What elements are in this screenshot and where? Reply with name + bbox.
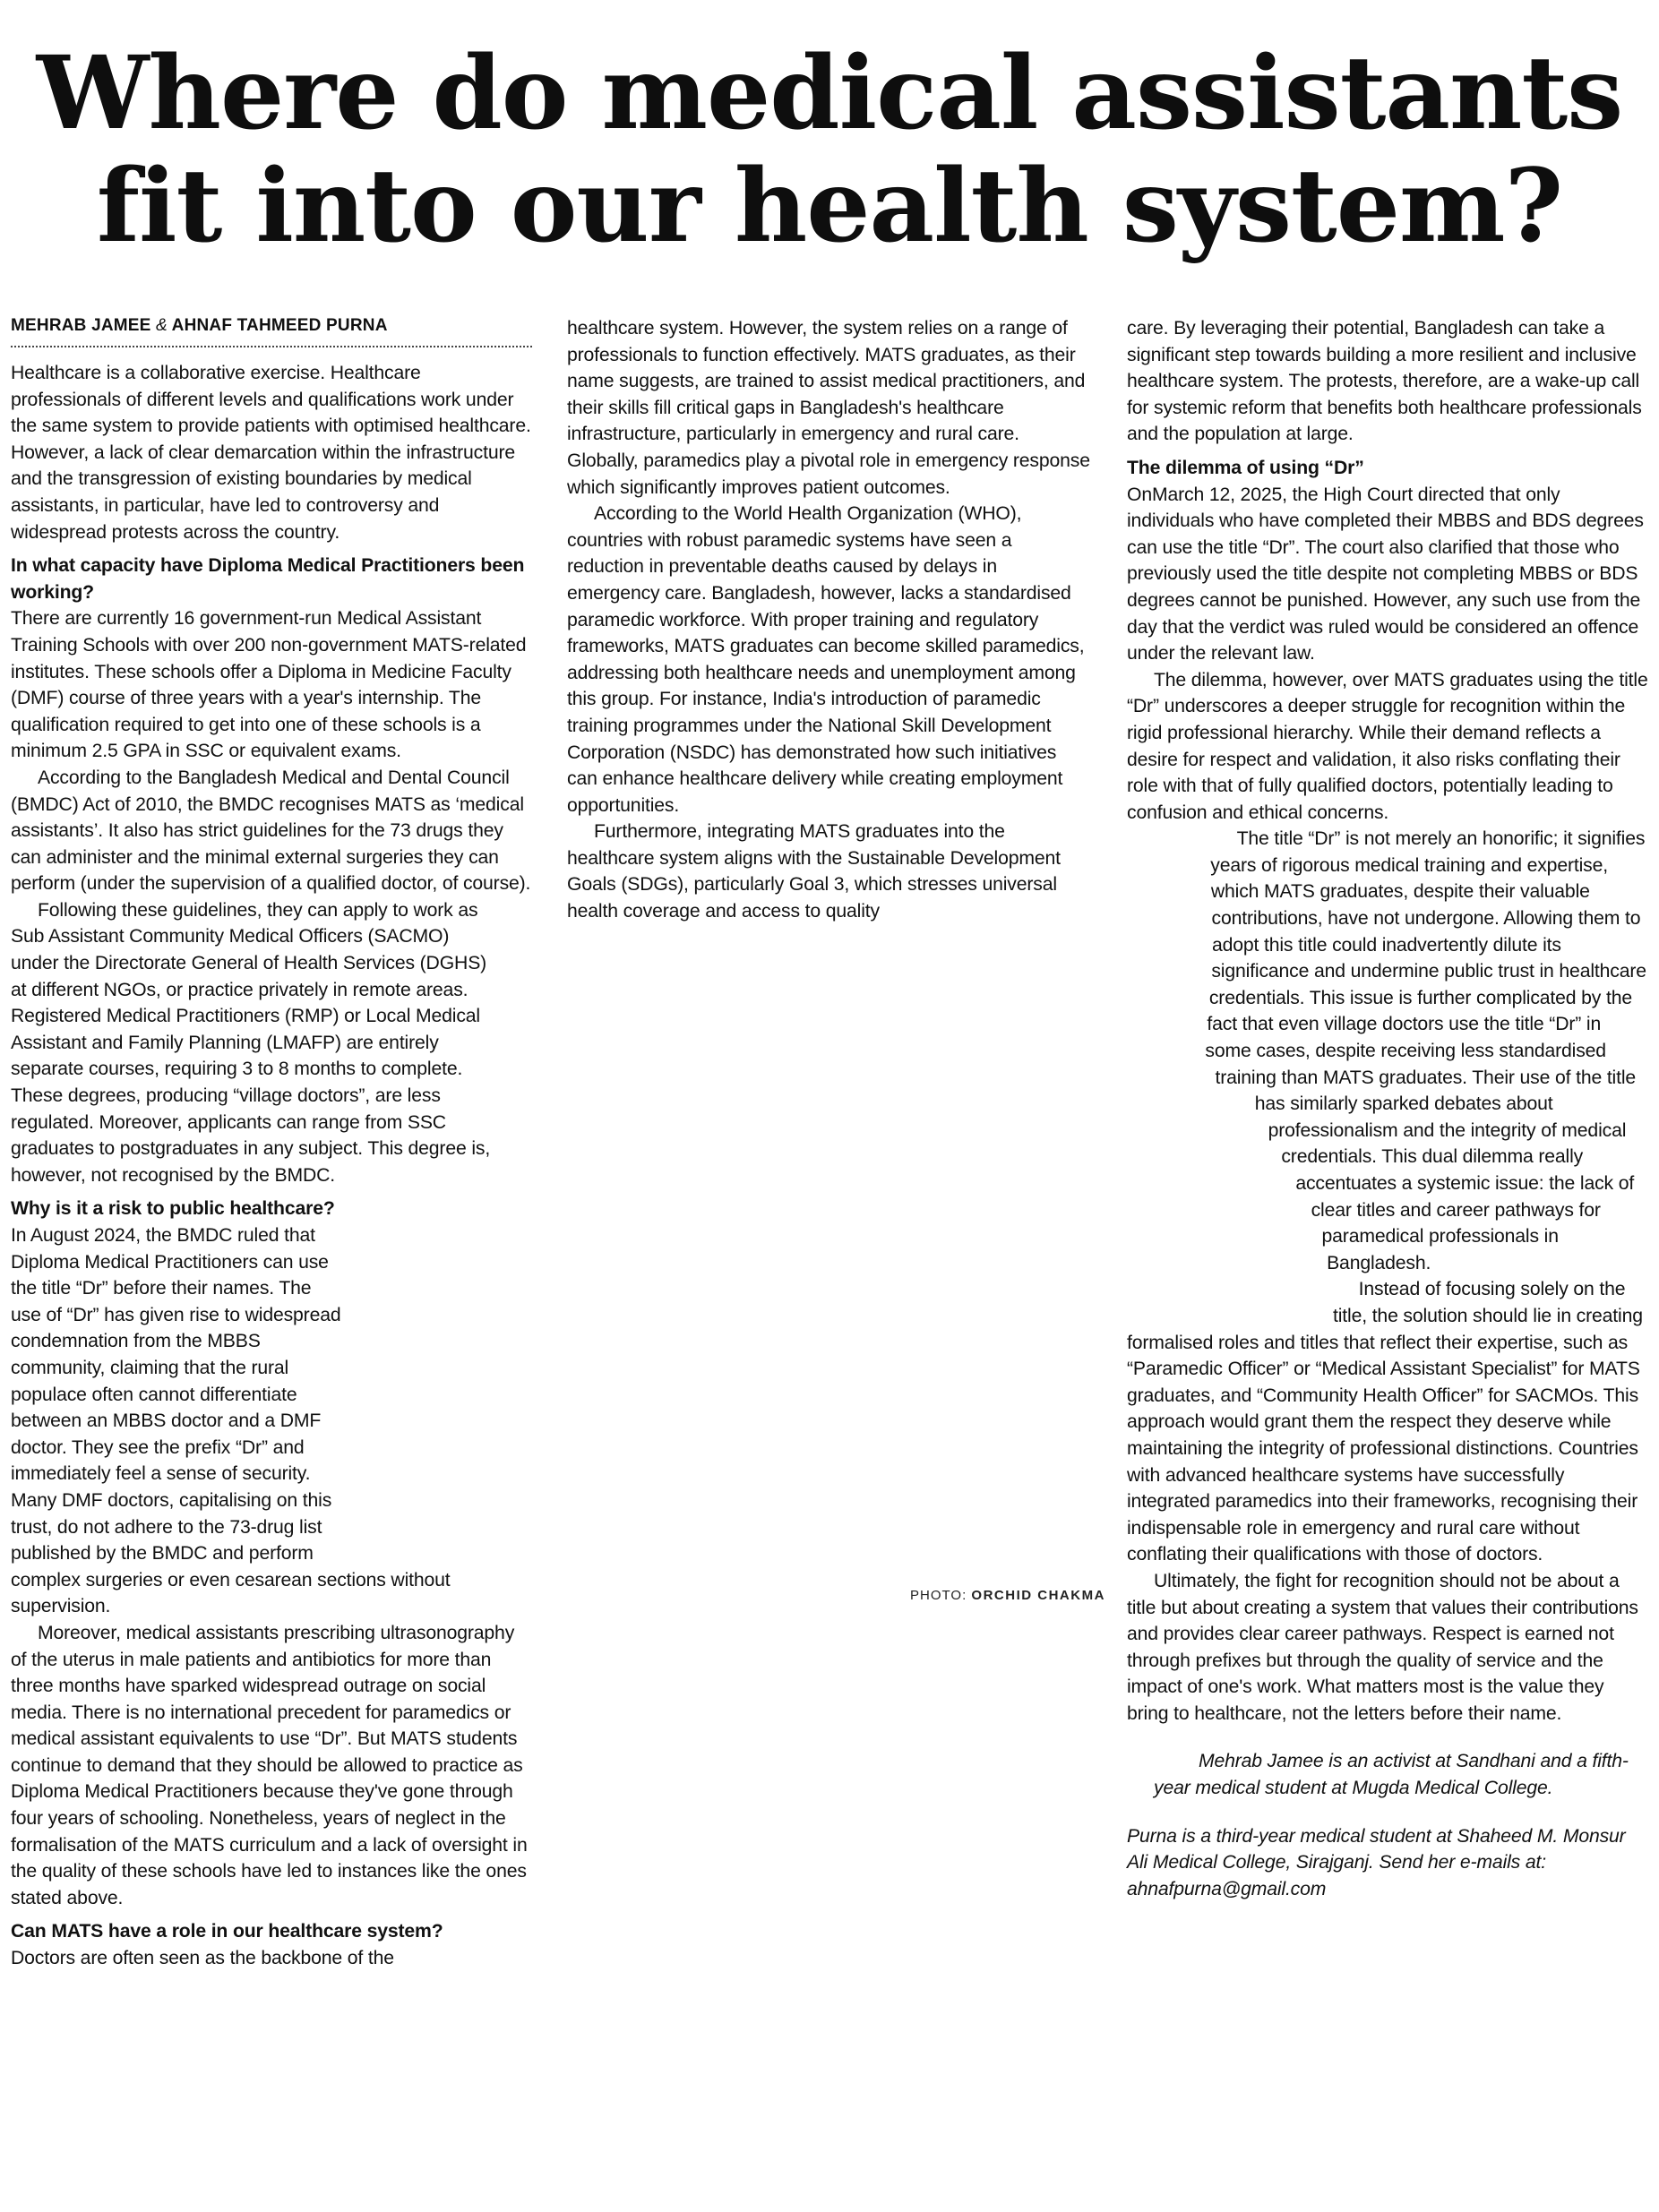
author-1: MEHRAB JAMEE bbox=[11, 316, 151, 335]
byline bbox=[11, 313, 532, 347]
photo-credit bbox=[910, 1588, 1105, 1603]
section-heading-4: The dilemma of using “Dr” bbox=[1127, 457, 1364, 478]
paragraph: OnMarch 12, 2025, the High Court directed that only individuals who have completed their MBBS and BDS degrees can use the title “Dr”. The court also clarified that those who previously used the title despite not completing MBBS or BDS degrees cannot be punished. However, any such use from the day that the verdict was ruled would be considered an offence under the relevant law. bbox=[1127, 484, 1644, 664]
paragraph: Instead of focusing solely on the title, the solution should lie in creating formalised roles and titles that reflect their expertise, such as “Paramedic Officer” or “Medical Assistant Specialist” for MATS graduates, and “Community Health Officer” for SACMOs. This approach would grant them the respect they deserve while maintaining the integrity of professional distinctions. Countries with advanced healthcare systems have successfully integrated paramedics into their frameworks, recognising their indispensable role in emergency and rural care without conflating their qualifications with those of doctors. bbox=[1127, 1279, 1643, 1565]
section-heading-2: Why is it a risk to public healthcare? bbox=[11, 1198, 335, 1220]
paragraph: The title “Dr” is not merely an honorific; it signifies years of rigorous medical training and expertise, which MATS graduates, despite their valuable contributions, have not undergone. Allowing them to adopt this title could inadvertently dilute its significance and undermine public trust in healthcare credentials. This issue is further complicated by the fact that even village doctors use the title “Dr” in some cases, despite receiving less standardised training than MATS graduates. Their use of the title has similarly sparked debates about professionalism and the integrity of medical credentials. This dual dilemma really accentuates a systemic issue: the lack of clear titles and career pathways for paramedical professionals in Bangladesh. bbox=[1205, 828, 1646, 1273]
paragraph: care. By leveraging their potential, Bangladesh can take a significant step towards building a more resilient and inclusive healthcare system. The protests, therefore, are a wake-up call for systemic reform that benefits both healthcare professionals and the population at large. bbox=[1127, 318, 1642, 445]
column-2 bbox=[567, 315, 1091, 925]
paragraph: Ultimately, the fight for recognition should not be about a title but about creating a system that values their contributions and provides clear career pathways. Respect is earned not through prefixes but through the quality of service and the impact of one's work. What matters most is the value they bring to healthcare, not the letters before their name. bbox=[1127, 1570, 1638, 1724]
paragraph: Furthermore, integrating MATS graduates into the healthcare system aligns with the Sustainable Development Goals (SDGs), particularly Goal 3, which stresses universal health coverage and access to quality bbox=[567, 821, 1061, 922]
author-tagline-2: Purna is a third-year medical student at Shaheed M. Monsur Ali Medical College, Sirajganj. Send her e-mails at: ahnafpurna@gmail.com bbox=[1127, 1825, 1626, 1899]
column-1 bbox=[11, 313, 532, 1972]
photo-wrap-space bbox=[344, 1222, 532, 1563]
paragraph: healthcare system. However, the system relies on a range of professionals to function effectively. MATS graduates, as their name suggests, are trained to assist medical practitioners, and their skills fill critical gaps in Bangladesh's healthcare infrastructure, particularly in emergency and rural care. Globally, paramedics play a pivotal role in emergency response which significantly improves patient outcomes. bbox=[567, 318, 1090, 498]
paragraph: According to the World Health Organization (WHO), countries with robust paramedic systems have seen a reduction in preventable deaths caused by delays in emergency care. Bangladesh, however, lacks a standardised paramedic workforce. With proper training and regulatory frameworks, MATS graduates can become skilled paramedics, addressing both healthcare needs and unemployment among this group. For instance, India's introduction of paramedic training programmes under the National Skill Development Corporation (NSDC) has demonstrated how such initiatives can enhance healthcare delivery while creating employment opportunities. bbox=[567, 503, 1085, 816]
paragraph: Doctors are often seen as the backbone of the bbox=[11, 1948, 394, 1969]
section-heading-1: In what capacity have Diploma Medical Practitioners been working? bbox=[11, 555, 525, 603]
paragraph: The dilemma, however, over MATS graduates using the title “Dr” underscores a deeper struggle for recognition within the rigid professional hierarchy. While their demand reflects a desire for respect and validation, it also risks conflating their role with that of fully qualified doctors, potentially leading to confusion and ethical concerns. bbox=[1127, 669, 1648, 823]
headline: Where do medical assistants fit into our health system? bbox=[36, 35, 1623, 265]
paragraph: Moreover, medical assistants prescribing ultrasonography of the uterus in male patients and antibiotics for more than three months have sparked widespread outrage on social media. There is no international precedent for paramedics or medical assistant equivalents to use “Dr”. But MATS students continue to demand that they should be allowed to practice as Diploma Medical Practitioners because they've gone through four years of schooling. Nonetheless, years of neglect in the formalisation of the MATS curriculum and a lack of oversight in the quality of these schools have led to instances like the ones stated above. bbox=[11, 1622, 528, 1908]
byline-ampersand: & bbox=[156, 316, 168, 335]
paragraph: Following these guidelines, they can apply to work as Sub Assistant Community Medical Officers (SACMO) under the Directorate General of Health Services (DGHS) at different NGOs, or practice privately in remote areas. Registered Medical Practitioners (RMP) or Local Medical Assistant and Family Planning (LMAFP) are entirely separate courses, requiring 3 to 8 months to complete. These degrees, producing “village doctors”, are less regulated. Moreover, applicants can range from SSC graduates to postgraduates in any subject. This degree is, however, not recognised by the BMDC. bbox=[11, 899, 491, 1186]
section-heading-3: Can MATS have a role in our healthcare system? bbox=[11, 1921, 443, 1942]
author-tagline-1: Mehrab Jamee is an activist at Sandhani and a fifth-year medical student at Mugda Medical College. bbox=[1154, 1751, 1629, 1799]
photo-credit-label: PHOTO: bbox=[910, 1588, 967, 1603]
column-3 bbox=[1127, 315, 1650, 1902]
photo-credit-name: ORCHID CHAKMA bbox=[971, 1588, 1105, 1603]
intro-paragraph: Healthcare is a collaborative exercise. Healthcare professionals of different levels and qualifications work under the same system to provide patients with optimised healthcare. However, a lack of clear demarcation within the infrastructure and the transgression of existing boundaries by medical assistants, in particular, have led to controversy and widespread protests across the country. bbox=[11, 363, 531, 543]
author-2: AHNAF TAHMEED PURNA bbox=[171, 316, 388, 335]
paragraph: There are currently 16 government-run Medical Assistant Training Schools with over 200 non-government MATS-related institutes. These schools offer a Diploma in Medicine Faculty (DMF) course of three years with a year's internship. The qualification required to get into one of these schools is a minimum 2.5 GPA in SSC or equivalent exams. bbox=[11, 608, 527, 762]
paragraph: According to the Bangladesh Medical and Dental Council (BMDC) Act of 2010, the BMDC recognises MATS as ‘medical assistants’. It also has strict guidelines for the 73 drugs they can administer and the minimal external surgeries they can perform (under the supervision of a qualified doctor, of course). bbox=[11, 767, 531, 895]
paragraph: In August 2024, the BMDC ruled that Diploma Medical Practitioners can use the title “Dr” before their names. The use of “Dr” has given rise to widespread condemnation from the MBBS community, claiming that the rural populace often cannot differentiate between an MBBS doctor and a DMF doctor. They see the prefix “Dr” and immediately feel a sense of security. Many DMF doctors, capitalising on this trust, do not adhere to the 73-drug list published by the BMDC and perform complex surgeries or even cesarean sections without supervision. bbox=[11, 1225, 451, 1617]
